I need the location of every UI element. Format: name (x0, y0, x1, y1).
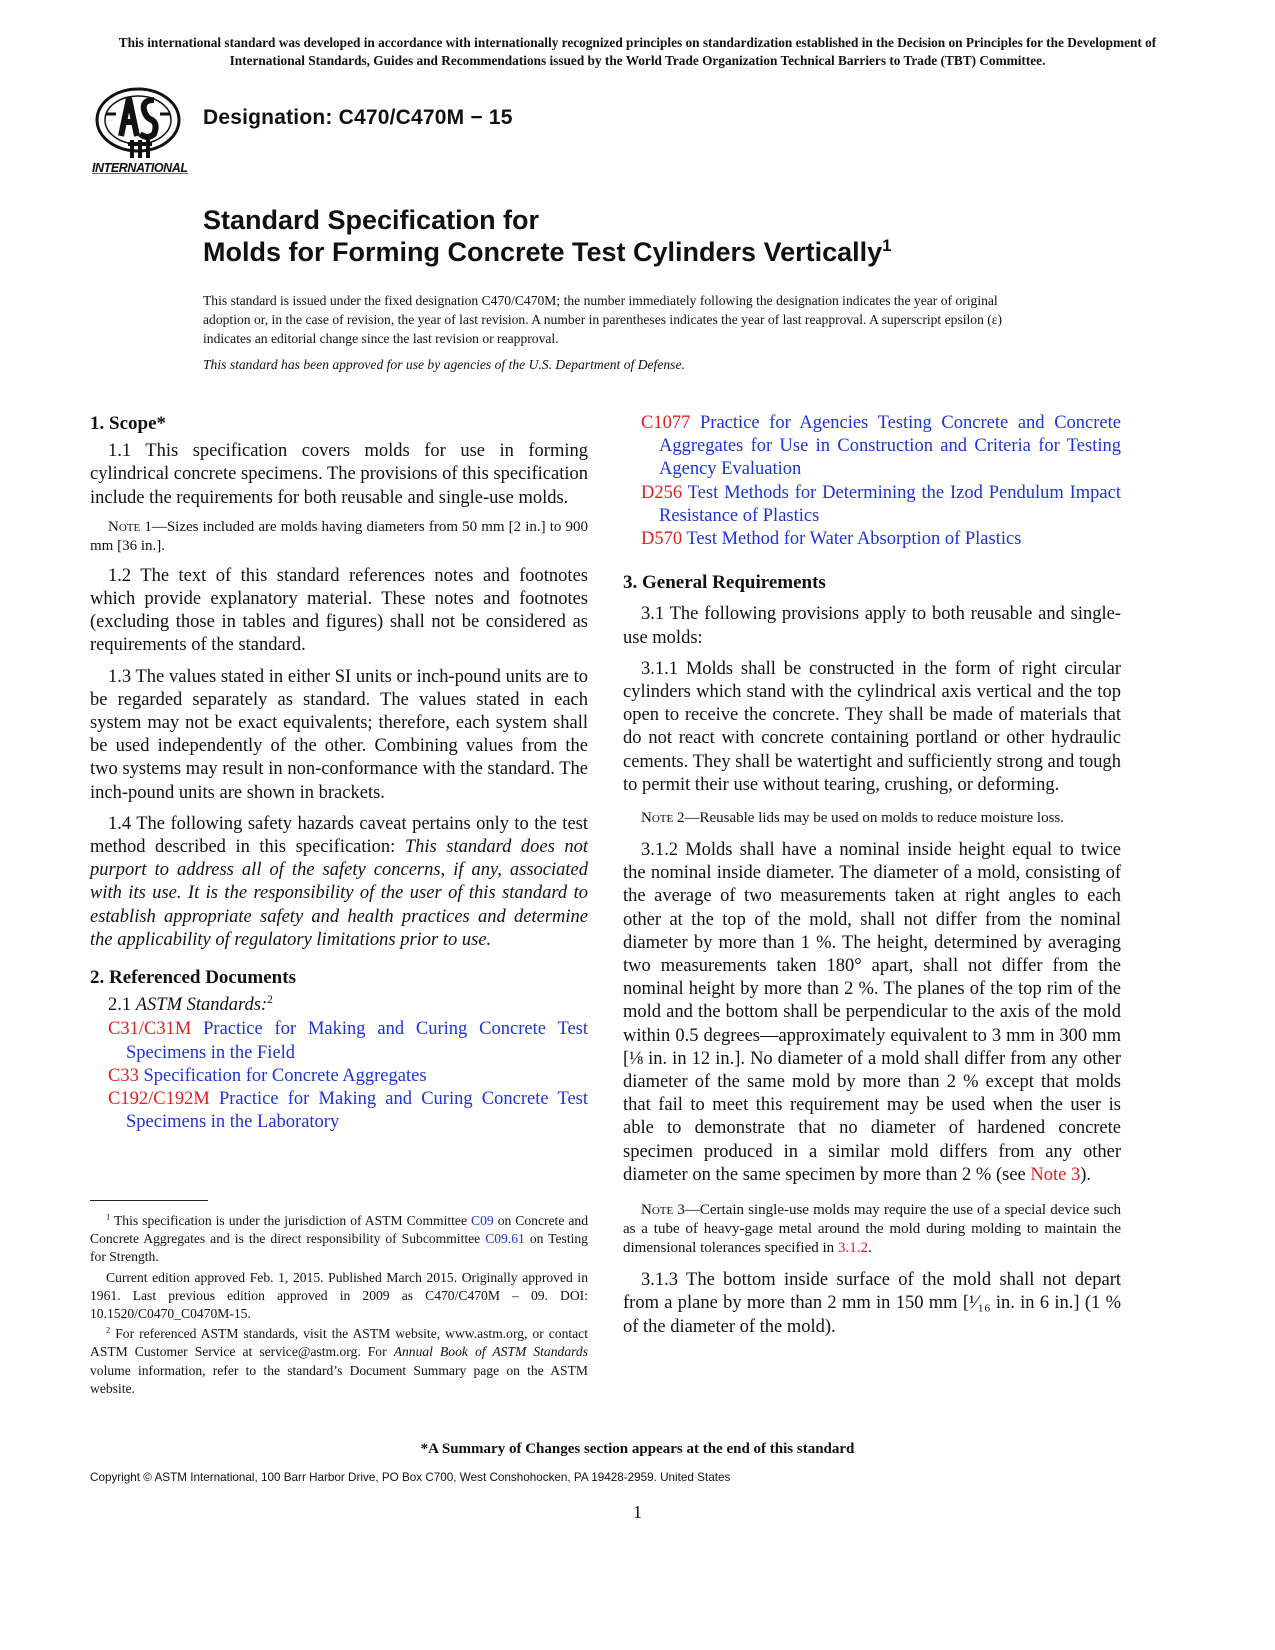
footnote-2 (90, 1325, 588, 1398)
standardization-notice: This international standard was developed in accordance with internationally recognized principles on standardization established in the Decision on Principles for the Development of International Standards, Guides and Recommendations issued by the World Trade Organization Technical Barriers to Trade (TBT) Committee. (118, 35, 1157, 68)
reference-title[interactable]: Test Methods for Determining the Izod Pendulum Impact Resistance of Plastics (659, 482, 1121, 526)
section-3-1-2-link[interactable]: 3.1.2 (837, 1240, 868, 1257)
reference-title[interactable]: Specification for Concrete Aggregates (138, 1065, 427, 1086)
astm-logo (88, 84, 190, 174)
footnote-text: on Concrete and Concrete Aggregates and is the direct responsibility of Subcommittee (90, 1213, 589, 1247)
footnotes (90, 1212, 588, 1400)
right-column (623, 412, 1121, 1347)
note-2 (623, 809, 1121, 828)
note-label: Note 3 (641, 1202, 685, 1219)
paragraph-1-3: 1.3 The values stated in either SI units or inch-pound units are to be regarded separately as standard. The values stated in each system may not be exact equivalents; therefore, each system shall be used independently of the other. Combining values from the two systems may result in non-conformance with the standard. The inch-pound units are shown in brackets. (90, 666, 588, 803)
reference-title[interactable]: Practice for Making and Curing Concrete Test Specimens in the Laboratory (126, 1089, 588, 1133)
section-heading-general-requirements: 3. General Requirements (623, 572, 826, 594)
footnote-1-edition: Current edition approved Feb. 1, 2015. Published March 2015. Originally approved in 1961. Last previous edition approved in 2009 as C470/C470M – 09. DOI: 10.1520/C0470_C0470M-15. (90, 1269, 588, 1322)
paragraph-end: ). (1080, 1164, 1092, 1185)
logo-label: INTERNATIONAL (92, 161, 188, 174)
reference-item[interactable] (623, 528, 1121, 551)
note-text: —Reusable lids may be used on molds to reduce moisture loss. (684, 810, 1064, 827)
reference-code[interactable]: C31/C31M (108, 1019, 192, 1040)
note-text: —Certain single-use molds may require the use of a special device such as a tube of heavy-gage metal around the mold during molding to maintain the dimensional tolerances specified in (623, 1202, 1122, 1257)
paragraph-3-1: 3.1 The following provisions apply to both reusable and single-use molds: (623, 604, 1121, 648)
footnote-italic: Annual Book of ASTM Standards (393, 1344, 588, 1360)
footnote-text: volume information, refer to the standard’s Document Summary page on the ASTM website. (90, 1362, 588, 1396)
reference-code[interactable]: D570 (641, 529, 683, 550)
subsection-label: ASTM Standards: (135, 995, 268, 1016)
reference-title[interactable]: Practice for Making and Curing Concrete Test Specimens in the Field (126, 1019, 588, 1063)
reference-item[interactable] (90, 1018, 588, 1064)
subcommittee-link[interactable]: C09.61 (485, 1231, 525, 1247)
note-text: —Sizes included are molds having diameters from 50 mm [2 in.] to 900 mm [36 in.]. (90, 518, 589, 554)
footnote-text: For referenced ASTM standards, visit the ASTM website, www.astm.org, or contact ASTM Customer Service at service@astm.org. For (90, 1326, 588, 1360)
note-1 (90, 518, 588, 556)
document-title (203, 204, 1183, 268)
footnote-1 (90, 1212, 588, 1267)
left-column (90, 412, 588, 1134)
footnote-text: on Testing for Strength. (90, 1231, 588, 1265)
page-number: 1 (633, 1502, 642, 1522)
footnote-divider (90, 1200, 208, 1201)
reference-code[interactable]: C1077 (641, 413, 691, 433)
title-footnote-mark: 1 (882, 236, 892, 255)
safety-caveat: This standard does not purport to address all of the safety concerns, if any, associated with its use. It is the responsibility of the user of this standard to establish appropriate safety and health practices and determine the applicability of regulatory limitations prior to use. (90, 837, 588, 950)
astm-standards-subheading (90, 994, 588, 1017)
reference-title[interactable]: Test Method for Water Absorption of Plastics (682, 529, 1022, 550)
footnote-mark: 1 (106, 1211, 111, 1222)
subsection-number: 2.1 (108, 995, 136, 1016)
paragraph-3-1-1: 3.1.1 Molds shall be constructed in the form of right circular cylinders which stand with the cylindrical axis vertical and the top open to receive the concrete. They shall be made of materials that do not react with concrete containing portland or other hydraulic cements. They shall be watertight and sufficiently strong and tough to permit their use without tearing, crushing, or deforming. (623, 658, 1121, 795)
note-label: Note 1 (108, 518, 152, 535)
reference-item[interactable] (90, 1088, 588, 1134)
note-3 (623, 1201, 1121, 1258)
note-3-link[interactable]: Note 3 (1030, 1164, 1081, 1185)
footnote-text: This specification is under the jurisdiction of ASTM Committee (110, 1213, 472, 1228)
note-label: Note 2 (641, 810, 685, 827)
footnote-mark: 2 (267, 994, 273, 1007)
committee-link[interactable]: C09 (471, 1213, 494, 1228)
paragraph-3-1-3: 3.1.3 The bottom inside surface of the mold shall not depart from a plane by more than 2 mm in 150 mm [¹⁄₁₆ in. in 6 in.] (1 % of the diameter of the mold). (623, 1270, 1121, 1337)
reference-item[interactable] (623, 482, 1121, 528)
reference-code[interactable]: C33 (108, 1065, 139, 1086)
paragraph-1-2: 1.2 The text of this standard references notes and footnotes which provide explanatory material. These notes and footnotes (excluding those in tables and figures) shall not be considered as requirements of the standard. (90, 565, 588, 656)
title-line-1: Standard Specification for (203, 205, 540, 235)
note-end: . (867, 1240, 872, 1257)
paragraph-text: 3.1.2 Molds shall have a nominal inside height equal to twice the nominal inside diameter. The diameter of a mold, consisting of the average of two measurements taken at right angles to each other at the top of the mold, shall not differ from the nominal diameter by more than 1 %. The height, determined by averaging two measurements taken 180° apart, shall not differ from the nominal height by more than 2 %. The planes of the top rim of the mold and the bottom shall be perpendicular to the axis of the mold within 0.5 degrees—approximately equivalent to 3 mm in 300 mm [⅛ in. in 12 in.]. No diameter of a mold shall differ from any other diameter of the same mold by more than 2 % except that molds that fail to meet this requirement may be used when the user is able to demonstrate that no diameter of hardened concrete specimen produced in a similar mold differs from any other diameter on the same specimen by more than 2 % (see (623, 840, 1121, 1185)
section-heading-scope: 1. Scope* (90, 413, 166, 434)
reference-item[interactable] (623, 412, 1121, 482)
reference-item[interactable] (90, 1065, 588, 1088)
issuance-statement: This standard is issued under the fixed designation C470/C470M; the number immediately following the designation indicates the year of original adoption or, in the case of revision, the year of last revision. A number in parentheses indicates the year of last reapproval. A superscript epsilon (ε) indicates an editorial change since the last revision or reapproval. (203, 293, 1003, 346)
title-main: Molds for Forming Concrete Test Cylinders Vertically (203, 237, 883, 267)
safety-intro: 1.4 The following safety hazards caveat pertains only to the test method described in this specification: (90, 813, 588, 858)
paragraph-1-1: 1.1 This specification covers molds for use in forming cylindrical concrete specimens. The provisions of this specification include the requirements for both reusable and single-use molds. (90, 441, 588, 508)
designation: Designation: C470/C470M − 15 (203, 106, 513, 129)
reference-title[interactable]: Practice for Agencies Testing Concrete and Concrete Aggregates for Use in Construction and Criteria for Testing Agency Evaluation (659, 413, 1121, 480)
copyright-line: Copyright © ASTM International, 100 Barr Harbor Drive, PO Box C700, West Conshohocken, PA 19428-2959. United States (90, 1471, 731, 1484)
reference-code[interactable]: D256 (641, 482, 683, 503)
paragraph-1-4 (90, 813, 588, 952)
paragraph-3-1-2 (623, 839, 1121, 1187)
dod-approval-note: This standard has been approved for use by agencies of the U.S. Department of Defense. (203, 357, 685, 372)
footnote-mark: 2 (106, 1324, 111, 1335)
reference-code[interactable]: C192/C192M (108, 1089, 210, 1110)
section-heading-referenced-documents: 2. Referenced Documents (90, 967, 296, 989)
summary-of-changes-note: *A Summary of Changes section appears at the end of this standard (420, 1441, 855, 1457)
title-line-2 (203, 236, 1183, 268)
